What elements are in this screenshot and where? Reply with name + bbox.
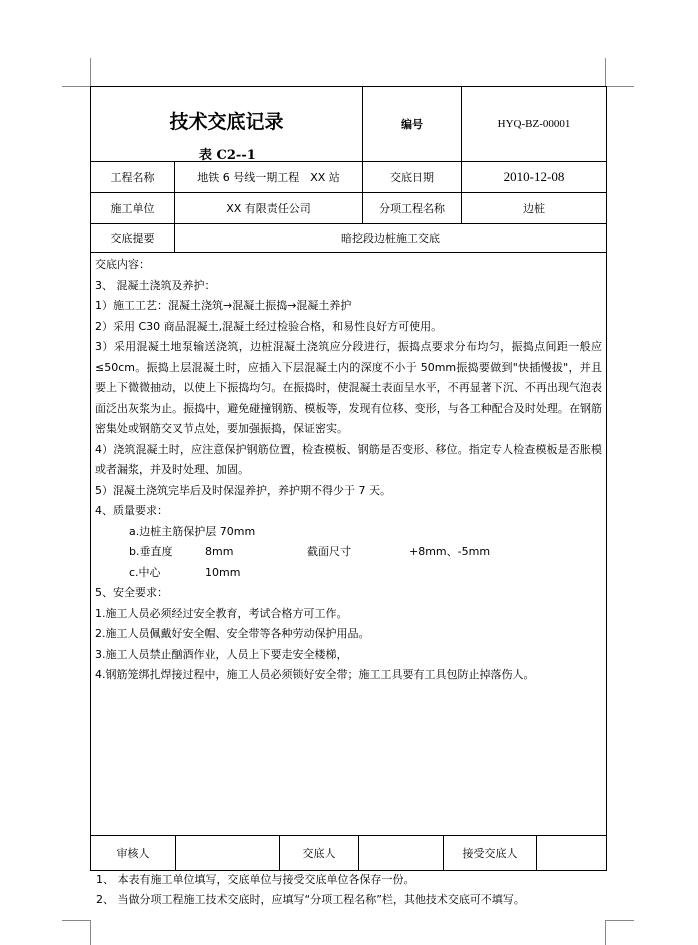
section-5-title: 5、安全要求：	[95, 586, 168, 599]
crop-mark	[62, 86, 90, 87]
project-name-label: 工程名称	[91, 162, 175, 193]
content-cell	[91, 253, 607, 836]
signature-row	[91, 836, 607, 871]
footnote-2: 2、 当做分项工程施工技术交底时，应填写“分项工程名称”栏，其他技术交底可不填写。	[96, 893, 525, 906]
crop-mark	[62, 920, 90, 921]
safety-item-4: 4.钢筋笼绑扎焊接过程中，施工人员必须锁好安全带；施工工具要有工具包防止掉落伤人。	[95, 668, 535, 681]
section-3-item-1: 1）施工工艺：混凝土浇筑→混凝土振捣→混凝土养护	[95, 299, 352, 312]
section-3-item-2: 2）采用 C30 商品混凝土,混凝土经过检验合格，和易性良好方可使用。	[95, 319, 443, 333]
quality-item-a: a.边桩主筋保护层 70mm	[129, 524, 256, 538]
content-heading: 交底内容：	[95, 258, 150, 271]
receiver-signature	[537, 836, 606, 870]
quality-item-c	[95, 563, 602, 584]
section-4-title: 4、质量要求：	[95, 504, 168, 517]
safety-item-3: 3.施工人员禁止酗酒作业，人员上下要走安全楼梯，	[95, 647, 348, 661]
date-label: 交底日期	[363, 162, 462, 193]
sub-project-label: 分项工程名称	[363, 193, 462, 224]
crop-mark	[606, 86, 634, 87]
footnote-1: 1、 本表有施工单位填写，交底单位与接受交底单位各保存一份。	[96, 873, 415, 886]
page-title: 技术交底记录	[169, 111, 284, 133]
discloser-label: 交底人	[280, 836, 359, 870]
section-3-item-4: 4）浇筑混凝土时，应注意保护钢筋位置，检查模板、钢筋是否变形、移位。指定专人检查模板是否胀模或者漏浆，并及时处理、加固。	[95, 442, 602, 476]
crop-mark	[605, 58, 606, 86]
quality-c-label: c.中心	[129, 565, 161, 579]
crop-mark	[605, 920, 606, 945]
summary-value: 暗挖段边桩施工交底	[175, 224, 607, 253]
section-3-item-3: 3）采用混凝土地泵输送浇筑，边桩混凝土浇筑应分段进行，振捣点要求分布均匀，振捣点间距一般应≤50cm。振捣上层混凝土时，应插入下层混凝土内的深度不小于 50mm振捣要做到"快插慢拔"，并且要上下微微抽动，以使上下振捣均匀。在振捣时，使混凝土表面呈水平，不再显著下沉、不再出现气泡表面泛出灰浆为止。振捣中，避免碰撞钢筋、模板等，发现有位移、变形，与各工种配合及时处理。在钢筋密集处或钢筋交叉节点处，要加强振捣，保证密实。	[95, 340, 602, 435]
form-code: 表 C2--1	[199, 148, 256, 163]
sub-project-value: 边桩	[462, 193, 607, 224]
safety-item-1: 1.施工人员必须经过安全教育，考试合格方可工作。	[95, 606, 348, 620]
quality-b-value: 8mm	[205, 545, 234, 558]
crop-mark	[606, 920, 634, 921]
safety-item-2: 2.施工人员佩戴好安全帽、安全带等各种劳动保护用品。	[95, 627, 370, 640]
quality-b-label: b.垂直度	[129, 545, 173, 558]
quality-item-b	[95, 542, 602, 563]
crop-mark	[90, 58, 91, 86]
number-label: 编号	[363, 87, 462, 162]
section-3-item-5: 5）混凝土浇筑完毕后及时保湿养护，养护期不得少于 7 天。	[95, 483, 391, 497]
section-size-value: +8mm、-5mm	[409, 545, 491, 558]
summary-label: 交底提要	[91, 224, 175, 253]
reviewer-label: 审核人	[91, 836, 176, 870]
date-value: 2010-12-08	[462, 162, 607, 193]
title-cell	[91, 87, 363, 162]
unit-label: 施工单位	[91, 193, 175, 224]
unit-value: XX 有限责任公司	[175, 193, 363, 224]
project-name-value: 地铁 6 号线一期工程 XX 站	[175, 162, 363, 193]
reviewer-signature	[176, 836, 280, 870]
quality-c-value: 10mm	[205, 565, 241, 579]
footnotes	[96, 870, 525, 910]
disclosure-content	[91, 253, 606, 686]
section-3-title: 3、 混凝土浇筑及养护：	[95, 278, 216, 292]
discloser-signature	[359, 836, 444, 870]
disclosure-form	[90, 86, 607, 871]
section-size-label: 截面尺寸	[307, 545, 351, 558]
number-value: HYQ-BZ-00001	[462, 87, 607, 162]
receiver-label: 接受交底人	[444, 836, 537, 870]
crop-mark	[90, 920, 91, 945]
